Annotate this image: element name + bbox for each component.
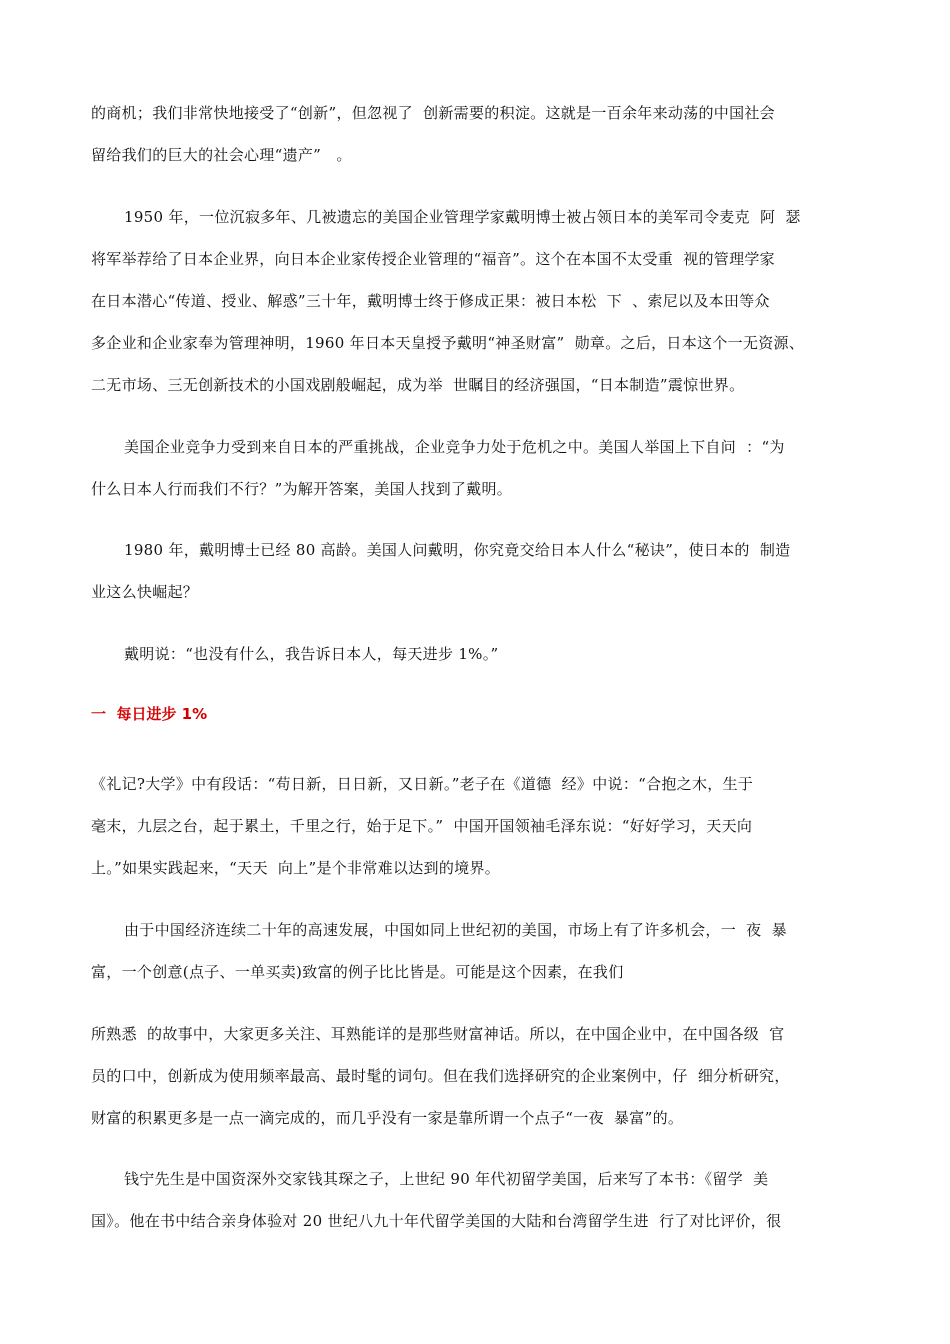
text-line: 美国企业竞争力受到来自日本的严重挑战，企业竞争力处于危机之中。美国人举国上下自问 ：“为	[124, 438, 785, 456]
text-line: 1950 年，一位沉寂多年、几被遗忘的美国企业管理学家戴明博士被占领日本的美军司令麦克 阿 瑟	[124, 208, 801, 226]
text-line: 上。”如果实践起来，“天天 向上”是个非常难以达到的境界。	[91, 859, 501, 877]
text-line: 毫末，九层之台，起于累土，千里之行，始于足下。” 中国开国领袖毛泽东说：“好好学习，天天向	[91, 817, 753, 835]
text-line: 的商机；我们非常快地接受了“创新”，但忽视了 创新需要的积淀。这就是一百余年来动荡的中国社会	[91, 104, 775, 122]
text-line: 二无市场、三无创新技术的小国戏剧般崛起，成为举 世瞩目的经济强国，“日本制造”震惊世界。	[91, 376, 745, 394]
text-line: 员的口中，创新成为使用频率最高、最时髦的词句。但在我们选择研究的企业案例中，仔 细分析研究，	[91, 1067, 790, 1085]
text-line: 戴明说：“也没有什么，我告诉日本人，每天进步 1%。”	[124, 645, 499, 663]
text-line: 由于中国经济连续二十年的高速发展，中国如同上世纪初的美国，市场上有了许多机会，一 夜 暴	[124, 921, 787, 939]
text-line: 将军举荐给了日本企业界，向日本企业家传授企业管理的“福音”。这个在本国不太受重 视的管理学家	[91, 250, 775, 268]
text-line: 业这么快崛起？	[91, 583, 199, 601]
text-line: 1980 年，戴明博士已经 80 高龄。美国人问戴明，你究竟交给日本人什么“秘诀”，使日本的 制造	[124, 541, 791, 559]
text-line: 富，一个创意(点子、一单买卖)致富的例子比比皆是。可能是这个因素，在我们	[91, 963, 624, 981]
text-line: 多企业和企业家奉为管理神明，1960 年日本天皇授予戴明“神圣财富” 勋章。之后，日本这个一无资源、	[91, 334, 805, 352]
text-line: 在日本潜心“传道、授业、解惑”三十年，戴明博士终于修成正果：被日本松 下 、索尼以及本田等众	[91, 292, 770, 310]
text-line: 什么日本人行而我们不行？”为解开答案，美国人找到了戴明。	[91, 480, 513, 498]
text-line: 国》。他在书中结合亲身体验对 20 世纪八九十年代留学美国的大陆和台湾留学生进 行了对比评价，很	[91, 1212, 782, 1230]
text-line: 财富的积累更多是一点一滴完成的，而几乎没有一家是靠所谓一个点子“一夜 暴富”的。	[91, 1109, 684, 1127]
text-line: 所熟悉 的故事中，大家更多关注、耳熟能详的是那些财富神话。所以，在中国企业中，在中国各级 官	[91, 1025, 785, 1043]
text-line: 留给我们的巨大的社会心理“遗产” 。	[91, 146, 352, 164]
section-heading: 一 每日进步 1%	[91, 705, 208, 723]
text-line: 《礼记?大学》中有段话：“苟日新，日日新，又日新。”老子在《道德 经》中说：“合抱之木，生于	[91, 775, 754, 793]
text-line: 钱宁先生是中国资深外交家钱其琛之子，上世纪 90 年代初留学美国，后来写了本书：《留学 美	[124, 1170, 769, 1188]
